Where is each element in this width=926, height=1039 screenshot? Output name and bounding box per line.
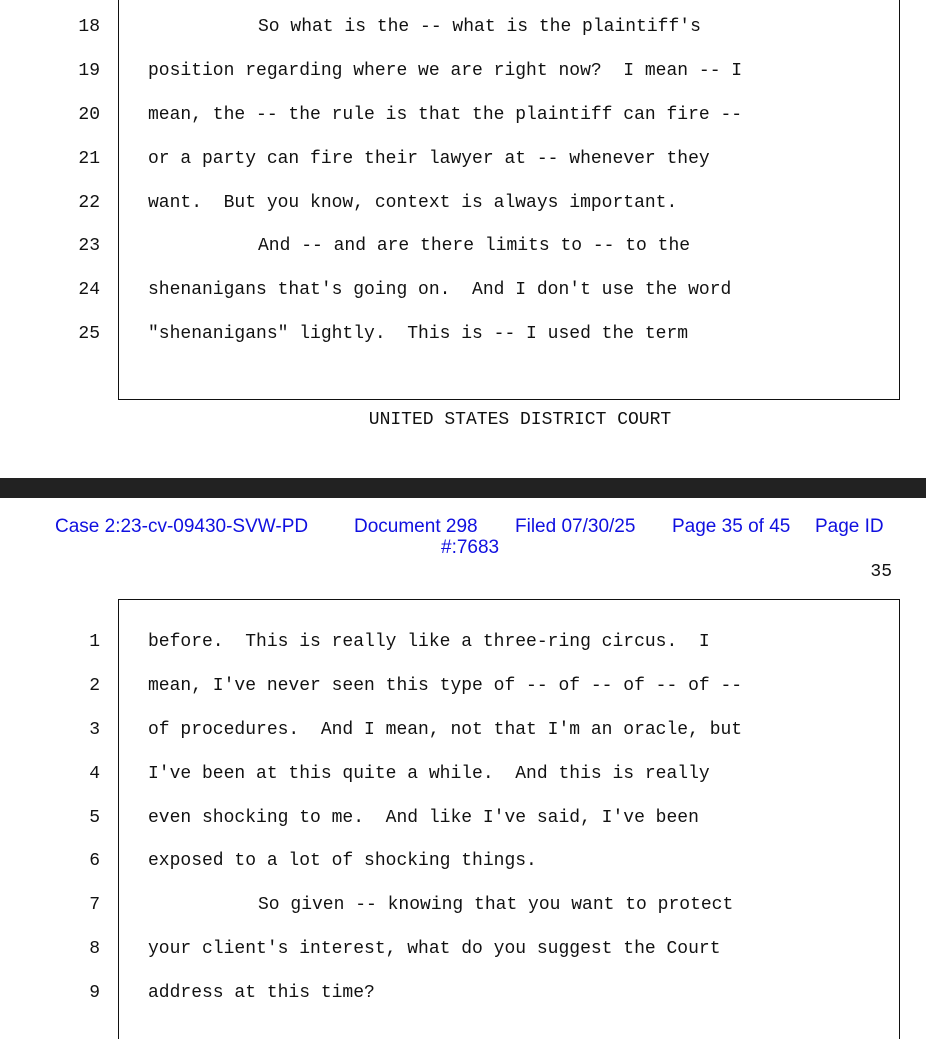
transcript-line xyxy=(0,188,926,218)
line-number: 4 xyxy=(89,764,100,784)
transcript-line xyxy=(0,671,926,701)
transcript-line xyxy=(0,846,926,876)
page-id-label: Page ID xyxy=(815,516,884,537)
line-number: 20 xyxy=(78,105,100,125)
line-text: shenanigans that's going on. And I don't use the word xyxy=(148,280,732,300)
page-divider xyxy=(0,478,926,498)
transcript-line xyxy=(0,890,926,920)
line-number: 8 xyxy=(89,939,100,959)
line-number: 25 xyxy=(78,324,100,344)
line-text: I've been at this quite a while. And this is really xyxy=(148,764,710,784)
page-number: 35 xyxy=(870,562,892,582)
line-text: exposed to a lot of shocking things. xyxy=(148,851,537,871)
transcript-line xyxy=(0,978,926,1008)
line-number: 2 xyxy=(89,676,100,696)
transcript-line xyxy=(0,275,926,305)
line-text: of procedures. And I mean, not that I'm an oracle, but xyxy=(148,720,743,740)
page-count: Page 35 of 45 xyxy=(672,516,791,537)
transcript-line xyxy=(0,56,926,86)
document-number: Document 298 xyxy=(354,516,478,537)
line-number: 19 xyxy=(78,61,100,81)
line-text: "shenanigans" lightly. This is -- I used the term xyxy=(148,324,689,344)
line-text: And -- and are there limits to -- to the xyxy=(258,236,691,256)
filed-date: Filed 07/30/25 xyxy=(515,516,636,537)
transcript-line xyxy=(0,12,926,42)
line-number: 3 xyxy=(89,720,100,740)
transcript-line xyxy=(0,715,926,745)
transcript-line xyxy=(0,144,926,174)
line-number: 5 xyxy=(89,808,100,828)
transcript-page-bottom xyxy=(0,498,926,1024)
line-text: your client's interest, what do you suggest the Court xyxy=(148,939,721,959)
court-footer: UNITED STATES DISTRICT COURT xyxy=(368,410,672,430)
line-number: 22 xyxy=(78,193,100,213)
line-number: 24 xyxy=(78,280,100,300)
line-text: So what is the -- what is the plaintiff's xyxy=(258,17,701,37)
transcript-line xyxy=(0,319,926,349)
transcript-line xyxy=(0,803,926,833)
page-id-number: #:7683 xyxy=(441,537,500,558)
case-number: Case 2:23-cv-09430-SVW-PD xyxy=(55,516,309,537)
line-number: 7 xyxy=(89,895,100,915)
line-text: mean, I've never seen this type of -- of -- of -- of -- xyxy=(148,676,743,696)
transcript-line xyxy=(0,231,926,261)
line-text: or a party can fire their lawyer at -- whenever they xyxy=(148,149,710,169)
line-text: address at this time? xyxy=(148,983,375,1003)
transcript-line xyxy=(0,759,926,789)
line-text: So given -- knowing that you want to protect xyxy=(258,895,734,915)
line-number: 1 xyxy=(89,632,100,652)
line-text: even shocking to me. And like I've said, I've been xyxy=(148,808,699,828)
transcript-line xyxy=(0,627,926,657)
line-text: before. This is really like a three-ring circus. I xyxy=(148,632,710,652)
transcript-line xyxy=(0,100,926,130)
line-number: 6 xyxy=(89,851,100,871)
line-number: 18 xyxy=(78,17,100,37)
line-text: mean, the -- the rule is that the plaintiff can fire -- xyxy=(148,105,743,125)
line-text: position regarding where we are right now? I mean -- I xyxy=(148,61,743,81)
line-number: 23 xyxy=(78,236,100,256)
line-text: want. But you know, context is always important. xyxy=(148,193,678,213)
transcript-line xyxy=(0,934,926,964)
line-number: 9 xyxy=(89,983,100,1003)
line-number: 21 xyxy=(78,149,100,169)
transcript-page-top xyxy=(0,0,926,478)
